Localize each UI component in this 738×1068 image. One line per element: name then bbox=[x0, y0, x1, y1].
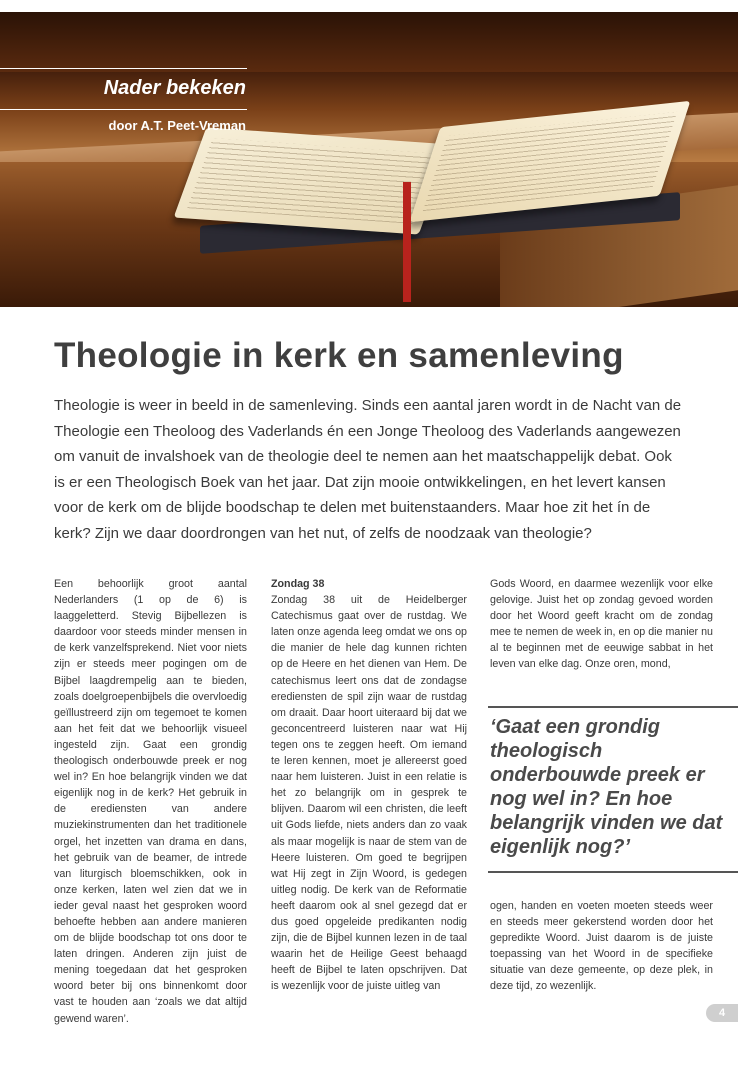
article-lead: Theologie is weer in beeld in de samenleving. Sinds een aantal jaren wordt in de Nacht van de Theologie een Theoloog des Vaderlands én een Jonge Theoloog des Vaderlands aangewezen om vanuit de invalshoek van de theologie deel te nemen aan het maatschappelijk debat. Ook is er een Theologisch Boek van het jaar. Dat zijn mooie ontwikkelingen, en het levert kansen voor de kerk om de blijde boodschap te delen met buitenstaanders. Maar hoe zit het ín de kerk? Zijn we daar doordrongen van het nut, of zelfs de noodzaak van theologie? bbox=[54, 397, 682, 542]
body-column-2 bbox=[271, 576, 467, 994]
photo-background bbox=[0, 12, 738, 72]
body-column-3-top: Gods Woord, en daarmee wezenlijk voor elke gelovige. Juist het op zondag gevoed worden door het Woord geeft kracht om de zondag mee te nemen de week in, en op die manier nu al te beginnen met de eeuwige sabbat in het leven van elke dag. Onze oren, mond, bbox=[490, 578, 713, 671]
hero-photo bbox=[0, 12, 738, 307]
subheading: Zondag 38 bbox=[271, 578, 325, 590]
pullquote-rule-top bbox=[488, 706, 738, 708]
section-rule-bottom bbox=[0, 109, 247, 110]
section-rule-top bbox=[0, 68, 247, 69]
body-column-1: Een behoorlijk groot aantal Nederlanders (1 op de 6) is laaggeletterd. Stevig Bijbellezen is daardoor voor steeds minder mensen in de kerk vanzelfsprekend. Niet voor niets zijn er steeds meer pogingen om de Bijbel laagdrempelig aan te bieden, zoals doelgroepenbijbels die overvloedig geïllustreerd zijn om tegemoet te komen aan het feit dat we behoorlijk visueel ingesteld zijn. Gaat een grondig theologisch onderbouwde preek er nog wel in? En hoe belangrijk vinden we dat eigenlijk nog in de kerk? Het gebruik in de erediensten van andere muziekinstrumenten dan het traditionele orgel, het inzetten van drama en dans, het gebruik van de beamer, de intrede van liturgisch bloemschikken, ook in onze kerken, laten wel zien dat we in ieder geval naast het gesproken woord behoefte hebben aan andere manieren om de blijde boodschap tot ons door te laten dringen. Anderen zijn juist de mening toegedaan dat het gesproken woord beter bij ons binnenkomt door vast te houden aan ‘zoals we dat altijd gewend waren’. bbox=[54, 578, 247, 1025]
page-number: 4 bbox=[706, 1004, 738, 1022]
open-bible-image bbox=[190, 114, 685, 244]
article-title: Theologie in kerk en samenleving bbox=[54, 336, 624, 375]
pullquote: ‘Gaat een grondig theologisch onderbouwde preek er nog wel in? En hoe belangrijk vinden we dat eigenlijk nog?’ bbox=[490, 716, 723, 858]
pullquote-rule-bottom bbox=[488, 871, 738, 873]
bookmark-ribbon bbox=[403, 182, 411, 302]
body-column-2-text: Zondag 38 uit de Heidelberger Catechismus gaat over de rustdag. We laten onze agenda leeg omdat we ons op die manier de hele dag kunnen richten op de Heere en het dienen van Hem. De catechismus leert ons dat de zondagse erediensten de spil zijn waar de rustdag om draait. Daar hoort uiteraard bij dat we geconcentreerd luisteren naar wat Hij tegen ons te zeggen heeft. Om iemand te leren kennen, moet je allereerst goed naar hem luisteren. Juist in een relatie is het zo belangrijk om in gesprek te blijven. Daarom wil een christen, die leeft uit Gods liefde, niets anders dan zo vaak als maar mogelijk is naar de stem van de Heere luisteren. Om goed te begrijpen wat Hij zegt in Zijn Woord, is gedegen uitleg nodig. De kerk van de Reformatie heeft daarom ook al snel gezegd dat er dus goed opgeleide predikanten nodig zijn, die de Bijbel kunnen lezen in de taal waarin het de Heilige Geest behaagd heeft de Bijbel te laten opschrijven. Dat is wezenlijk voor de juiste uitleg van bbox=[271, 594, 467, 993]
section-label: Nader bekeken bbox=[103, 77, 246, 99]
author-byline: door A.T. Peet-Vreman bbox=[108, 118, 246, 133]
body-column-3-bottom: ogen, handen en voeten moeten steeds weer en steeds meer gekerstend worden door het gepredikte Woord. Juist daarom is de juiste toepassing van het Woord in de specifieke situatie van deze gemeente, op deze plek, in deze tijd, zo wezenlijk. bbox=[490, 900, 713, 993]
